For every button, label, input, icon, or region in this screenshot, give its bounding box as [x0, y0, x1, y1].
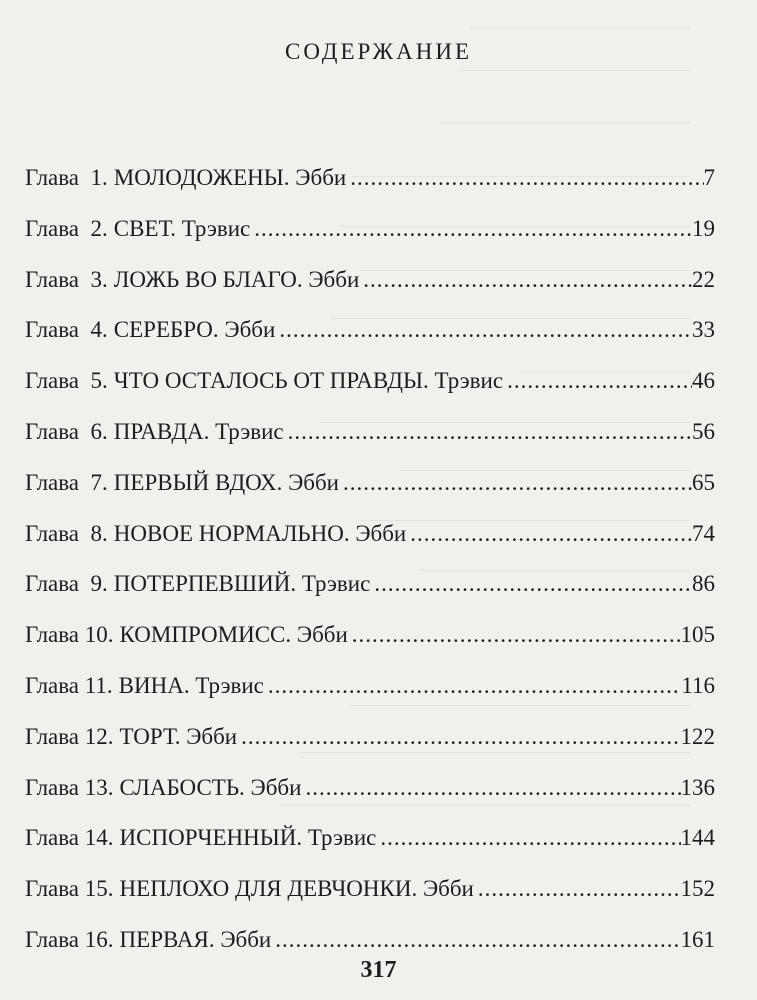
chapter-prefix: Глава 4. [25, 317, 108, 343]
toc-entry-2 [25, 211, 715, 262]
page-number: 56 [692, 418, 715, 444]
toc-entry-6 [25, 414, 715, 465]
chapter-title: КОМПРОМИСС. Эбби [119, 622, 348, 648]
chapter-prefix: Глава 9. [25, 571, 108, 597]
dot-leader [474, 871, 681, 907]
chapter-prefix: Глава 7. [25, 469, 108, 495]
chapter-prefix: Глава 14. [25, 825, 114, 851]
chapter-title: ПРАВДА. Трэвис [113, 418, 284, 444]
chapter-title: ПОТЕРПЕВШИЙ. Трэвис [113, 571, 371, 597]
table-of-contents [25, 160, 715, 973]
page-number: 116 [681, 672, 715, 698]
page-number: 161 [680, 926, 715, 952]
page-number: 22 [692, 266, 715, 292]
chapter-title: ПЕРВАЯ. Эбби [119, 926, 272, 952]
dot-leader [348, 617, 681, 653]
page-number: 152 [680, 876, 715, 902]
chapter-title: СЕРЕБРО. Эбби [113, 317, 276, 343]
dot-leader [339, 465, 692, 501]
page-number: 65 [692, 469, 715, 495]
chapter-title: МОЛОДОЖЕНЫ. Эбби [113, 165, 347, 190]
toc-entry-1 [25, 160, 715, 211]
toc-entry-9 [25, 566, 715, 617]
toc-entry-10 [25, 617, 715, 668]
chapter-title: НЕПЛОХО ДЛЯ ДЕВЧОНКИ. Эбби [119, 876, 474, 902]
dot-leader [503, 363, 692, 399]
chapter-prefix: Глава 11. [25, 672, 113, 698]
toc-entry-4 [25, 312, 715, 363]
toc-entry-7 [25, 465, 715, 516]
toc-entry-5 [25, 363, 715, 414]
dot-leader [376, 820, 680, 856]
toc-entry-13 [25, 770, 715, 821]
page-number: 122 [680, 723, 715, 749]
page-number: 19 [692, 215, 715, 241]
toc-entry-3 [25, 262, 715, 313]
chapter-title: СЛАБОСТЬ. Эбби [119, 774, 302, 800]
dot-leader [359, 262, 692, 298]
chapter-prefix: Глава 1. [25, 165, 108, 190]
page-number: 7 [703, 165, 715, 190]
dot-leader [406, 516, 692, 552]
chapter-prefix: Глава 12. [25, 723, 114, 749]
chapter-prefix: Глава 3. [25, 266, 108, 292]
toc-entry-8 [25, 516, 715, 567]
chapter-prefix: Глава 16. [25, 926, 114, 952]
chapter-title: ИСПОРЧЕННЫЙ. Трэвис [119, 825, 377, 851]
chapter-prefix: Глава 2. [25, 215, 108, 241]
chapter-title: ЧТО ОСТАЛОСЬ ОТ ПРАВДЫ. Трэвис [113, 368, 504, 394]
page-number: 86 [692, 571, 715, 597]
chapter-title: НОВОЕ НОРМАЛЬНО. Эбби [113, 520, 407, 546]
chapter-title: ПЕРВЫЙ ВДОХ. Эбби [113, 469, 339, 495]
dot-leader [301, 770, 680, 806]
dot-leader [370, 566, 692, 602]
chapter-prefix: Глава 8. [25, 520, 108, 546]
chapter-title: ТОРТ. Эбби [119, 723, 238, 749]
ghost-line [440, 122, 690, 123]
ghost-line [470, 28, 690, 29]
toc-entry-15 [25, 871, 715, 922]
ghost-line [460, 70, 690, 71]
chapter-prefix: Глава 15. [25, 876, 114, 902]
dot-leader [284, 414, 692, 450]
page-number: 33 [692, 317, 715, 343]
dot-leader [237, 719, 680, 755]
dot-leader [275, 312, 692, 348]
chapter-title: СВЕТ. Трэвис [113, 215, 251, 241]
folio-page-number: 317 [360, 957, 397, 983]
chapter-title: ВИНА. Трэвис [118, 672, 264, 698]
page-number: 46 [692, 368, 715, 394]
chapter-prefix: Глава 10. [25, 622, 114, 648]
dot-leader [346, 160, 703, 196]
contents-title: СОДЕРЖАНИЕ [284, 39, 472, 64]
chapter-prefix: Глава 6. [25, 418, 108, 444]
page-number: 144 [680, 825, 715, 851]
chapter-prefix: Глава 5. [25, 368, 108, 394]
dot-leader [271, 922, 680, 958]
page-number: 136 [680, 774, 715, 800]
dot-leader [264, 668, 682, 704]
toc-entry-14 [25, 820, 715, 871]
toc-entry-11 [25, 668, 715, 719]
page-number: 74 [692, 520, 715, 546]
toc-entry-12 [25, 719, 715, 770]
page-number: 105 [680, 622, 715, 648]
dot-leader [250, 211, 692, 247]
chapter-title: ЛОЖЬ ВО БЛАГО. Эбби [113, 266, 360, 292]
chapter-prefix: Глава 13. [25, 774, 114, 800]
